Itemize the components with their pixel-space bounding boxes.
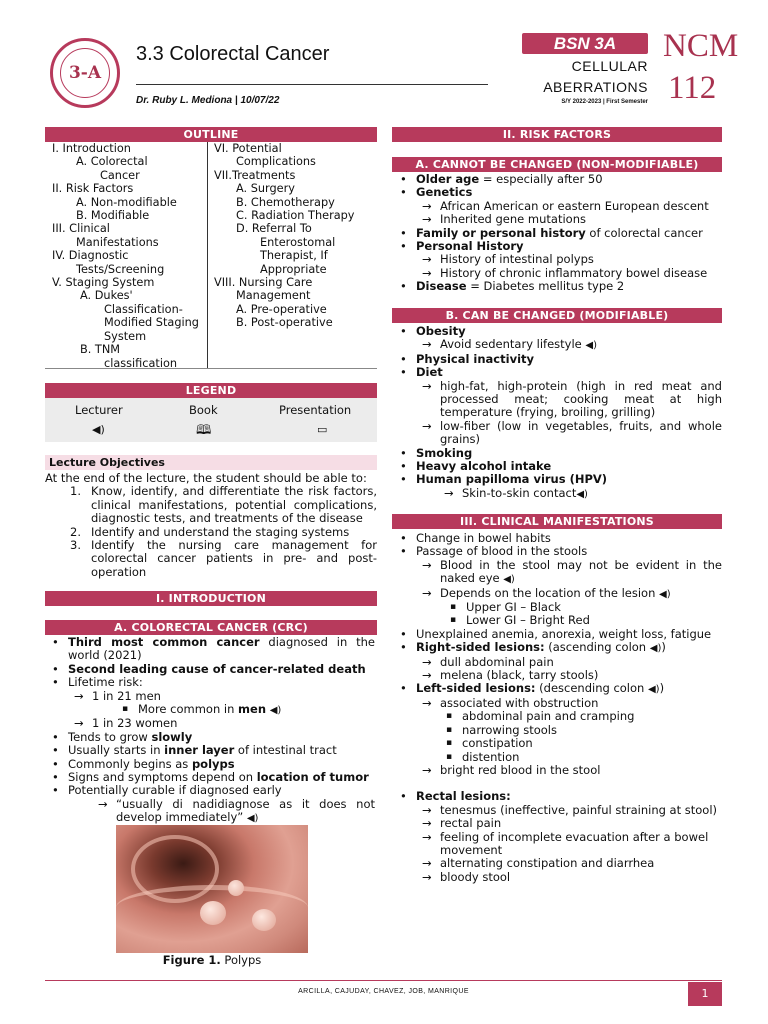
page-title: 3.3 Colorectal Cancer [136,43,330,65]
outline-right: VI. Potential Complications VII.Treatments A. Surgery B. Chemotherapy C. Radiation Therapy D. Referral To Enterostomal Therapist, If Appropriate VIII. Nursing Care Management A. Pre-operative B. Post-operative [214,142,355,330]
laptop-icon: ▭ [317,423,328,436]
page-number-box [688,982,722,1006]
course-code: NCM [663,28,739,64]
objectives-intro: At the end of the lecture, the student should be able to: [45,471,367,485]
course-number: 112 [668,70,717,106]
logo-text: 3-A [68,63,102,83]
speaker-icon: ◀) [649,643,662,655]
speaker-icon: ◀) [503,574,515,586]
footer-rule [45,980,722,981]
modifiable-list: • Obesity → Avoid sedentary lifestyle ◀) • Physical inactivity • Diet → high-fat, high-protein (high in red meat and processed meat; cooking meat at high temperature (frying, broiling, grilling) → low-fiber (low in vegetables, fruits, and whole grains) • Smoking • Heavy alcohol intake • Human papilloma virus (HPV) → Skin-to-skin contact◀) [416,325,722,501]
school-logo [50,38,120,108]
section-badge: BSN 3A [522,33,648,54]
title-rule [136,84,488,85]
subject-line-2: ABERRATIONS [543,79,648,95]
risk-factors-header: II. RISK FACTORS [392,127,722,142]
speaker-icon: ◀) [246,813,259,825]
speaker-icon: ◀) [659,588,671,600]
crc-list: • Third most common cancer diagnosed in the world (2021) • Second leading cause of cancer-related death • Lifetime risk: → 1 in 21 men ▪ More common in men ◀) → 1 in 23 women • Tends to grow slowly • Usually starts in inner layer of intestinal tract • Commonly begins as polyps • Signs and symptoms depend on location of tumor • Potentially curable if diagnosed early → “usually di nadidiagnose as it does not develop immediately” ◀) [68,636,375,826]
objectives-body: At the end of the lecture, the student should be able to: 1. Know, identify, and differentiate the risk factors, clinical manifestations, potential complications, diagnostic tests, and treatments of the disease 2. Identify and understand the staging systems 3. Identify the nursing care management for colorectal cancer patients in pre- and post-operation [45,471,377,579]
page-number: 1 [701,987,709,1000]
outline-divider [207,142,208,368]
polyps-figure [116,825,308,953]
non-modifiable-header: A. CANNOT BE CHANGED (NON-MODIFIABLE) [392,157,722,172]
outline-left: I. Introduction A. Colorectal Cancer II. Risk Factors A. Non-modifiable B. Modifiable III. Clinical Manifestations IV. Diagnostic Tests/Screening V. Staging System A. Dukes' Classification- Modified Staging System B. TNM classification [52,142,199,370]
footer-authors: ARCILLA, CAJUDAY, CHAVEZ, JOB, MANRIQUE [298,988,469,995]
school-year: S/Y 2022-2023 | First Semester [561,99,648,105]
speaker-icon: ◀) [585,340,598,352]
speaker-icon: ◀) [269,705,282,717]
speaker-icon: ◀) [647,684,660,696]
clinical-list: • Change in bowel habits • Passage of blood in the stools → Blood in the stool may not be evident in the naked eye ◀) → Depends on the location of the lesion ◀) ▪ Upper GI – Black ▪ Lower GI – Bright Red • Unexplained anemia, anorexia, weight loss, fatigue • Right-sided lesions: (ascending colon ◀)) → dull abdominal pain → melena (black, tarry stools) • Left-sided lesions: (descending colon ◀)) → associated with obstruction ▪ abdominal pain and cramping ▪ narrowing stools ▪ constipation ▪ distention → bright red blood in the stool • Rectal lesions: → tenesmus (ineffective, painful straining at stool) → rectal pain → feeling of incomplete evacuation after a bowel movement → alternating constipation and diarrhea → bloody stool [416,532,722,884]
speaker-icon: ◀) [576,488,588,500]
introduction-header: I. INTRODUCTION [45,591,377,606]
non-modifiable-list: • Older age = especially after 50 • Genetics → African American or eastern European descent → Inherited gene mutations • Family or personal history of colorectal cancer • Personal History → History of intestinal polyps → History of chronic inflammatory bowel disease • Disease = Diabetes mellitus type 2 [416,173,722,294]
crc-header: A. COLORECTAL CANCER (CRC) [45,620,377,635]
legend-book-label: Book [189,403,218,417]
outline-header: OUTLINE [45,127,377,142]
legend-header: LEGEND [45,383,377,398]
objectives-header: Lecture Objectives [45,455,377,470]
clinical-manifestations-header: III. CLINICAL MANIFESTATIONS [392,514,722,529]
speaker-icon: ◀) [92,423,105,436]
figure-caption: Figure 1. Polyps [162,953,262,967]
author-date: Dr. Ruby L. Mediona | 10/07/22 [136,95,280,106]
subject-line-1: CELLULAR [571,58,648,74]
legend-lecturer-label: Lecturer [75,403,123,417]
book-icon: 🕮 [196,423,212,438]
modifiable-header: B. CAN BE CHANGED (MODIFIABLE) [392,308,722,323]
legend-presentation-label: Presentation [279,403,352,417]
